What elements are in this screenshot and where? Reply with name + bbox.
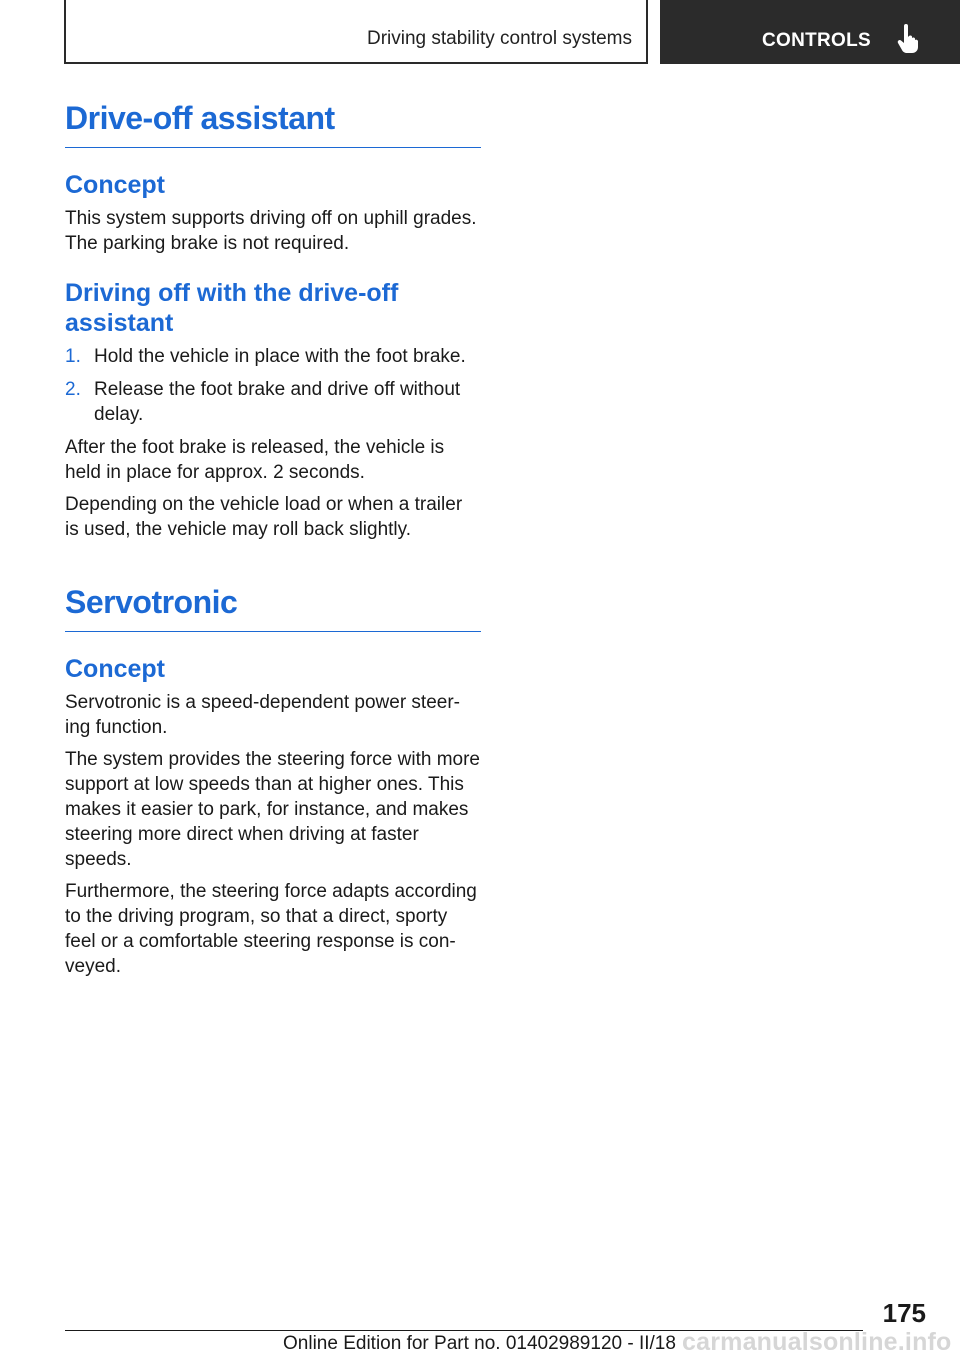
paragraph-servotronic-2: The system provides the steering force with more support at low speeds than at higher ones. This makes it easier to park, for instance, and makes steering more direct when driving at faster speeds.	[65, 749, 481, 870]
steps-list	[65, 344, 481, 427]
paragraph-roll-back: Depending on the vehicle load or when a trailer is used, the vehicle may roll back slightly.	[65, 494, 463, 540]
list-item	[65, 344, 481, 369]
paragraph-servotronic-3: Furthermore, the steering force adapts according to the driving program, so that a direct, sporty feel or a comfortable steering response is con-veyed.	[65, 881, 477, 977]
list-item	[65, 377, 481, 427]
footer-edition-text: Online Edition for Part no. 01402989120 - II/18	[283, 1333, 676, 1354]
step-text: Hold the vehicle in place with the foot brake.	[94, 346, 466, 367]
header-section-box	[64, 0, 648, 64]
page-content	[65, 100, 481, 986]
paragraph-servotronic-1: Servotronic is a speed-dependent power steer-ing function.	[65, 692, 461, 738]
paragraph-after-release: After the foot brake is released, the vehicle is held in place for approx. 2 seconds.	[65, 437, 445, 483]
header-chapter-label: CONTROLS	[762, 30, 872, 51]
section-title-drive-off: Drive-off assistant	[65, 100, 481, 148]
step-number: 2.	[65, 379, 81, 400]
step-number: 1.	[65, 346, 81, 367]
heading-concept-servotronic: Concept	[65, 655, 165, 683]
pointing-hand-icon	[896, 24, 922, 54]
heading-concept-drive-off: Concept	[65, 171, 165, 199]
watermark: carmanualsonline.info	[682, 1328, 952, 1356]
paragraph-concept-drive-off: This system supports driving off on uphill grades. The parking brake is not required.	[65, 208, 477, 254]
header-section-title: Driving stability control systems	[366, 28, 632, 49]
header-chapter-tab[interactable]	[660, 0, 960, 64]
section-title-servotronic: Servotronic	[65, 584, 481, 632]
heading-driving-off: Driving off with the drive-off assistant	[65, 279, 399, 337]
page-number: 175	[882, 1298, 926, 1328]
step-text: Release the foot brake and drive off without delay.	[94, 379, 461, 425]
